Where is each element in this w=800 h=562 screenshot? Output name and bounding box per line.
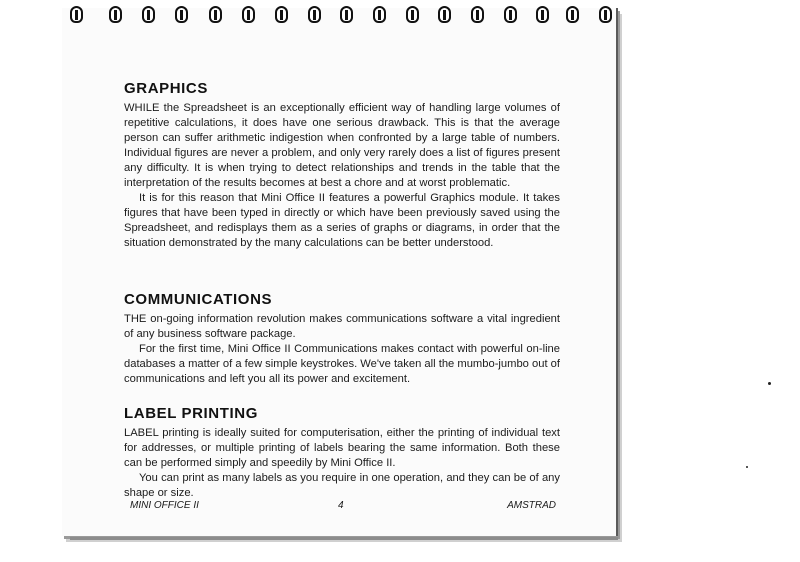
binding-ring (536, 6, 549, 23)
binding-ring (406, 6, 419, 23)
section-heading: LABEL PRINTING (124, 405, 258, 422)
binding-ring (471, 6, 484, 23)
paragraph: It is for this reason that Mini Office II features a powerful Graphics module. It takes figures that have been typed in directly or which have been previously saved using the Spreadsheet, and redisplays them as a series of graphs or diagrams, in order that the situation demonstrated by the many calculations can be better understood. (124, 192, 560, 249)
section-heading: COMMUNICATIONS (124, 291, 273, 308)
section-communications (124, 291, 560, 387)
paragraph: LABEL printing is ideally suited for computerisation, either the printing of individual text for addresses, or multiple printing of labels bearing the same information. Both these can be performed simply and speedily by Mini Office II. (124, 427, 560, 469)
binding-ring (175, 6, 188, 23)
binding-ring (109, 6, 122, 23)
binding-ring (209, 6, 222, 23)
section-body (124, 101, 560, 251)
footer-publisher: AMSTRAD (507, 500, 556, 511)
page-edge (70, 537, 618, 540)
section-label-printing (124, 405, 560, 501)
section-heading: GRAPHICS (124, 80, 208, 97)
binding-ring (566, 6, 579, 23)
binding-ring (340, 6, 353, 23)
page-footer (130, 500, 556, 514)
binding-ring (70, 6, 83, 23)
section-body (124, 312, 560, 387)
spiral-binding (62, 6, 618, 26)
binding-ring (275, 6, 288, 23)
section-graphics (124, 80, 560, 251)
binding-ring (438, 6, 451, 23)
scan-speck (768, 382, 771, 385)
binding-ring (242, 6, 255, 23)
binding-ring (308, 6, 321, 23)
paragraph: THE on-going information revolution makes communications software a vital ingredient of any business software package. (124, 313, 560, 340)
section-body (124, 426, 560, 501)
paragraph: For the first time, Mini Office II Communications makes contact with powerful on-line databases a matter of a few simple keystrokes. We've taken all the mumbo-jumbo out of communications and left you all its power and excitement. (124, 343, 560, 385)
binding-ring (142, 6, 155, 23)
page-number: 4 (338, 500, 344, 511)
paragraph: WHILE the Spreadsheet is an exceptionally efficient way of handling large volumes of repetitive calculations, it does have one serious drawback. This is that the average person can suffer arithmetic indigestion when confronted by a large table of numbers. Individual figures are never a problem, and only very rarely does a list of figures present any difficulty. It is when trying to detect relationships and trends in the table that the interpretation of the results becomes at best a chore and at worst problematic. (124, 102, 560, 189)
binding-ring (504, 6, 517, 23)
paragraph: You can print as many labels as you require in one operation, and they can be of any shape or size. (124, 472, 560, 499)
footer-title: MINI OFFICE II (130, 500, 199, 511)
scan-speck (746, 466, 748, 468)
binding-ring (373, 6, 386, 23)
binding-ring (599, 6, 612, 23)
